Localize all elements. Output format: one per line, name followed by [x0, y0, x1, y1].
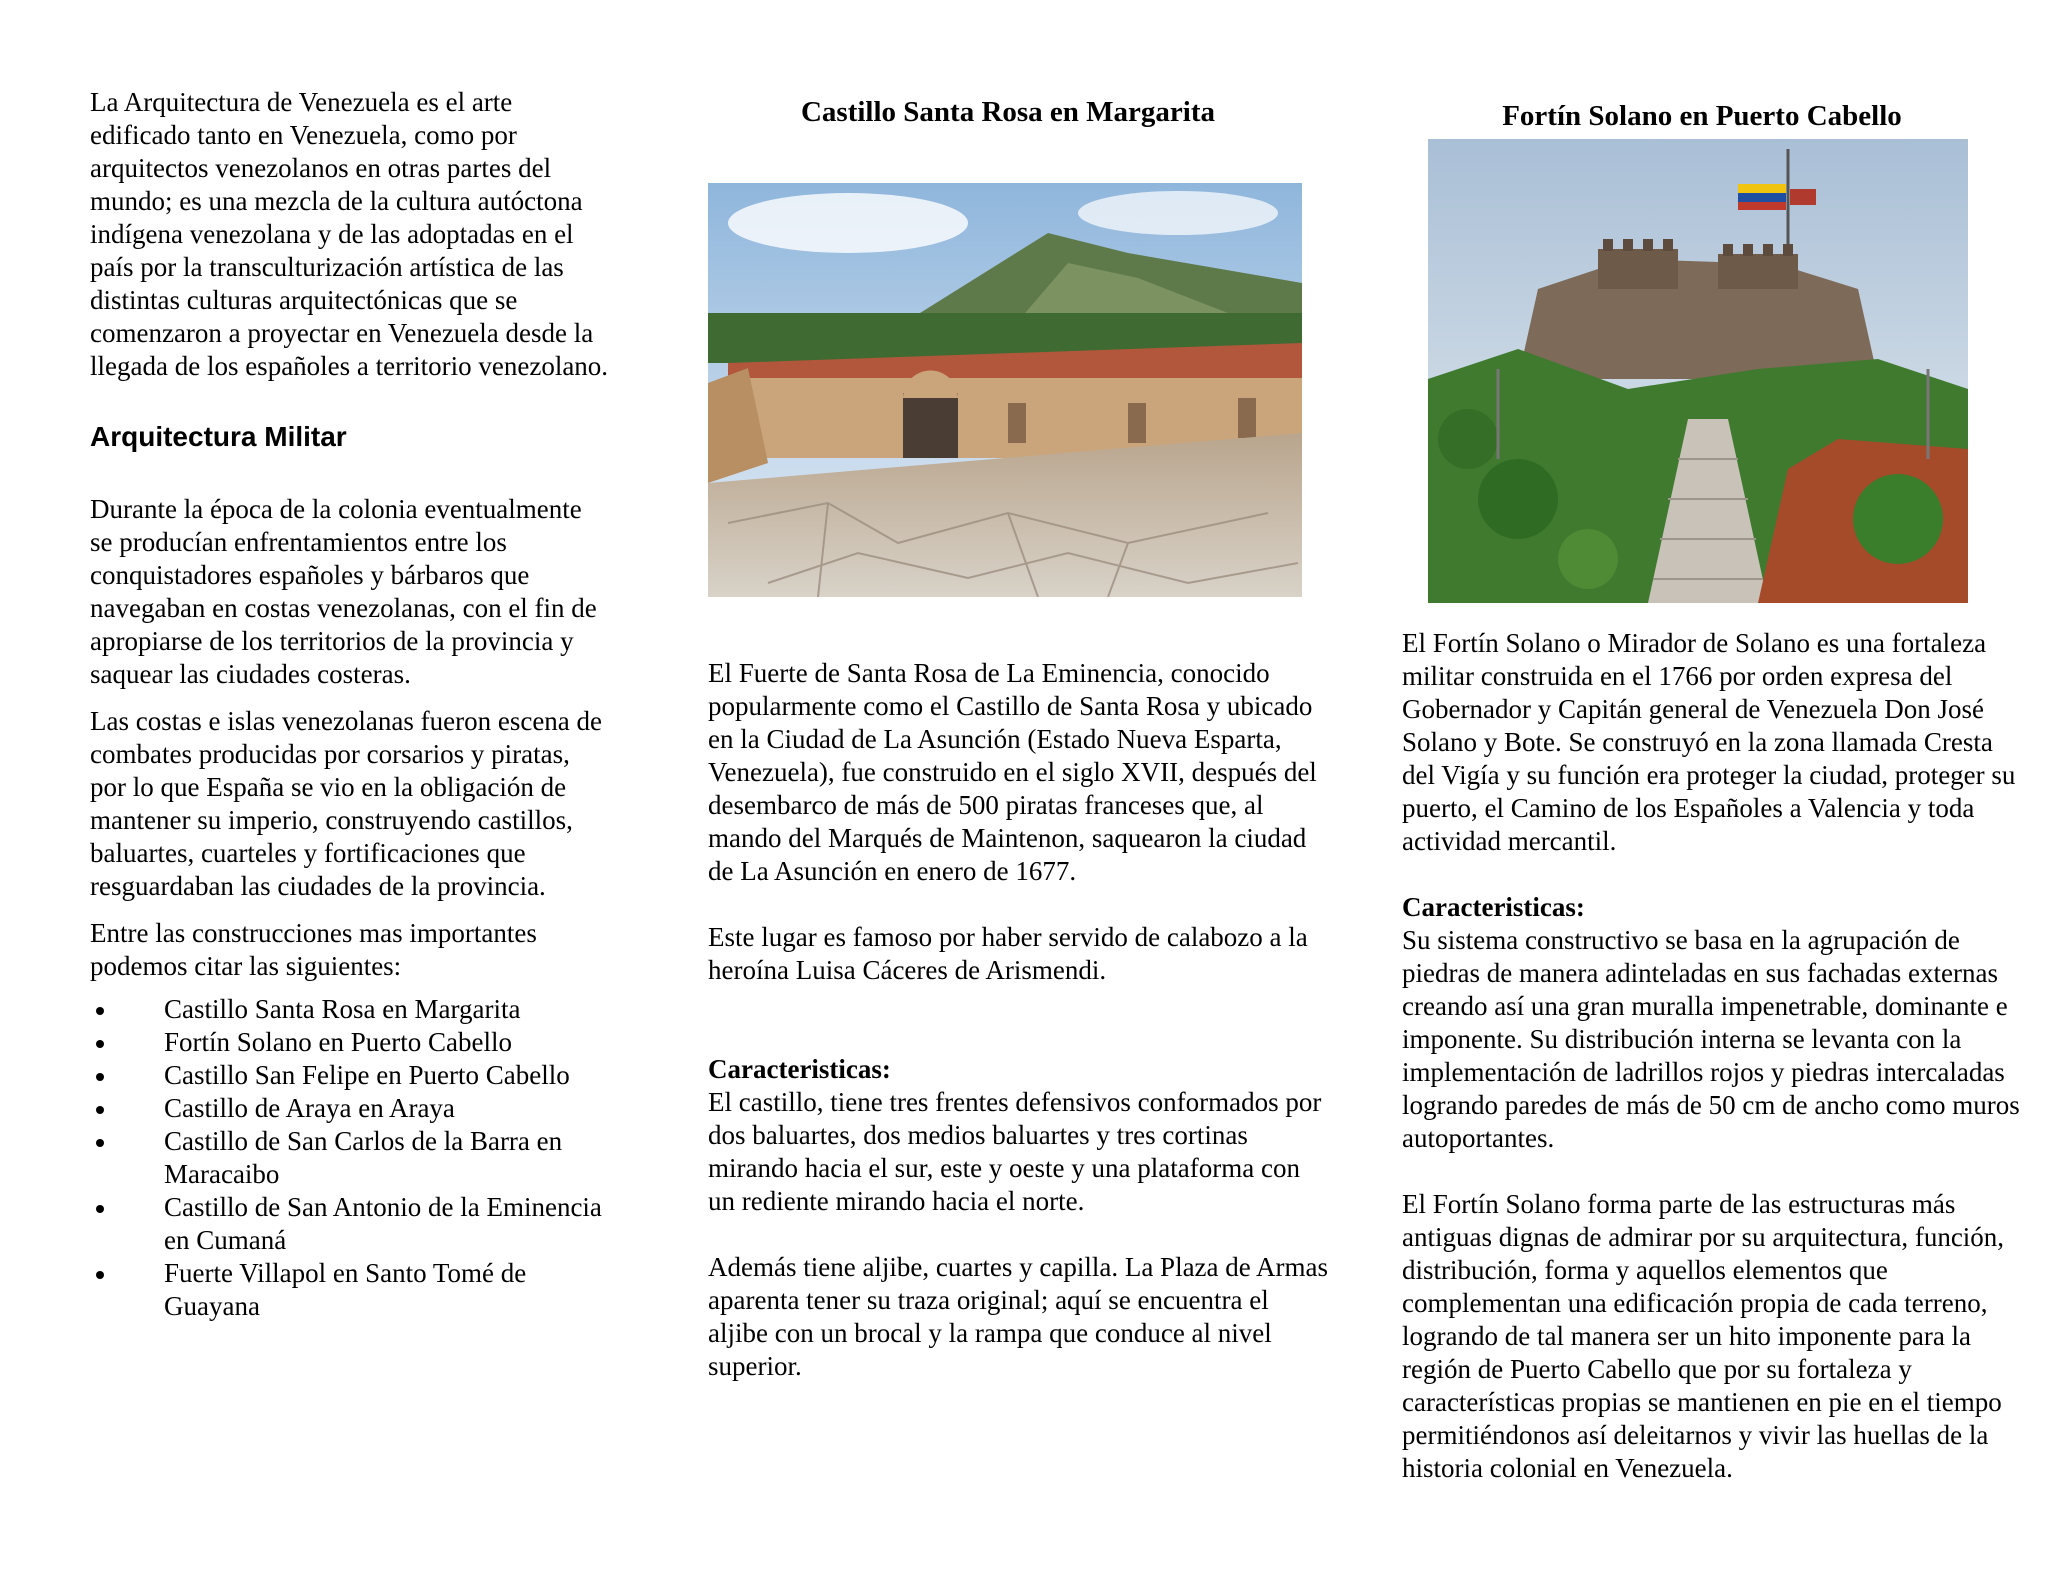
solano-characteristics-heading: Caracteristicas: — [1402, 892, 1585, 922]
solano-paragraph-2: Su sistema constructivo se basa en la agrupación de piedras de manera adinteladas en sus fachadas externas creando así una gran muralla impenetrable, dominante e imponente. Su distribución interna se levanta con la implementación de ladrillos rojos y piedras intercaladas logrando paredes de más de 50 cm de ancho como muros autoportantes. — [1402, 925, 2020, 1153]
list-item: Fuerte Villapol en Santo Tomé de Guayana — [90, 1257, 610, 1323]
bullet-icon — [96, 1205, 104, 1213]
santa-rosa-photo — [708, 183, 1302, 597]
bullet-icon — [96, 1271, 104, 1279]
castle-list — [90, 993, 610, 1323]
military-paragraph-2: Las costas e islas venezolanas fueron escena de combates producidas por corsarios y piratas, por lo que España se vio en la obligación de mantener su imperio, construyendo castillos, baluartes, cuarteles y fortificaciones que resguardaban las ciudades de la provincia. — [90, 706, 603, 901]
bullet-icon — [96, 1007, 104, 1015]
santa-rosa-paragraph-4: Además tiene aljibe, cuartes y capilla. La Plaza de Armas aparenta tener su traza original; aquí se encuentra el aljibe con un brocal y la rampa que conduce al nivel superior. — [708, 1252, 1328, 1381]
solano-paragraph-3: El Fortín Solano forma parte de las estructuras más antiguas dignas de admirar por su arquitectura, función, distribución, forma y aquellos elementos que complementan una edificación propia de cada terreno, logrando de tal manera ser un hito imponente para la región de Puerto Cabello que por su fortaleza y características propias se mantienen en pie en el tiempo permitiéndonos así deleitarnos y vivir las huellas de la historia colonial en Venezuela. — [1402, 1189, 2005, 1483]
solano-photo — [1428, 139, 1968, 603]
solano-title: Fortín Solano en Puerto Cabello — [1502, 100, 1902, 132]
solano-paragraph-1: El Fortín Solano o Mirador de Solano es una fortaleza militar construida en el 1766 por orden expresa del Gobernador y Capitán general de Venezuela Don José Solano y Bote. Se construyó en la zona llamada Cresta del Vigía y su función era proteger la ciudad, proteger su puerto, el Camino de los Españoles a Valencia y toda actividad mercantil. — [1402, 628, 2016, 856]
list-item: Castillo de San Carlos de la Barra en Maracaibo — [90, 1125, 610, 1191]
bullet-icon — [96, 1106, 104, 1114]
military-heading: Arquitectura Militar — [90, 421, 347, 452]
list-item: Castillo de San Antonio de la Eminencia en Cumaná — [90, 1191, 610, 1257]
santa-rosa-characteristics-heading: Caracteristicas: — [708, 1054, 891, 1084]
military-paragraph-1: Durante la época de la colonia eventualmente se producían enfrentamientos entre los conquistadores españoles y bárbaros que navegaban en costas venezolanas, con el fin de apropiarse de los territorios de la provincia y saquear las ciudades costeras. — [90, 494, 597, 689]
list-item: Fortín Solano en Puerto Cabello — [90, 1026, 610, 1059]
bullet-icon — [96, 1040, 104, 1048]
santa-rosa-paragraph-2: Este lugar es famoso por haber servido de calabozo a la heroína Luisa Cáceres de Arismendi. — [708, 922, 1308, 985]
santa-rosa-paragraph-3: El castillo, tiene tres frentes defensivos conformados por dos baluartes, dos medios baluartes y tres cortinas mirando hacia el sur, este y oeste y una plataforma con un rediente mirando hacia el norte. — [708, 1087, 1322, 1216]
santa-rosa-paragraph-1: El Fuerte de Santa Rosa de La Eminencia, conocido popularmente como el Castillo de Santa Rosa y ubicado en la Ciudad de La Asunción (Estado Nueva Esparta, Venezuela), fue construido en el siglo XVII, después del desembarco de más de 500 piratas franceses que, al mando del Marqués de Maintenon, saquearon la ciudad de La Asunción en enero de 1677. — [708, 658, 1317, 886]
column-intro — [90, 86, 610, 1323]
column-santa-rosa — [708, 96, 1328, 1383]
intro-paragraph: La Arquitectura de Venezuela es el arte edificado tanto en Venezuela, como por arquitectos venezolanos en otras partes del mundo; es una mezcla de la cultura autóctona indígena venezolana y de las adoptadas en el país por la transculturización artística de las distintas culturas arquitectónicas que se comenzaron a proyectar en Venezuela desde la llegada de los españoles a territorio venezolano. — [90, 87, 609, 381]
military-paragraph-3: Entre las construcciones mas importantes podemos citar las siguientes: — [90, 918, 537, 981]
list-item: Castillo San Felipe en Puerto Cabello — [90, 1059, 610, 1092]
bullet-icon — [96, 1139, 104, 1147]
bullet-icon — [96, 1073, 104, 1081]
list-item: Castillo Santa Rosa en Margarita — [90, 993, 610, 1026]
column-solano — [1402, 100, 2022, 1485]
santa-rosa-title: Castillo Santa Rosa en Margarita — [800, 96, 1216, 128]
list-item: Castillo de Araya en Araya — [90, 1092, 610, 1125]
